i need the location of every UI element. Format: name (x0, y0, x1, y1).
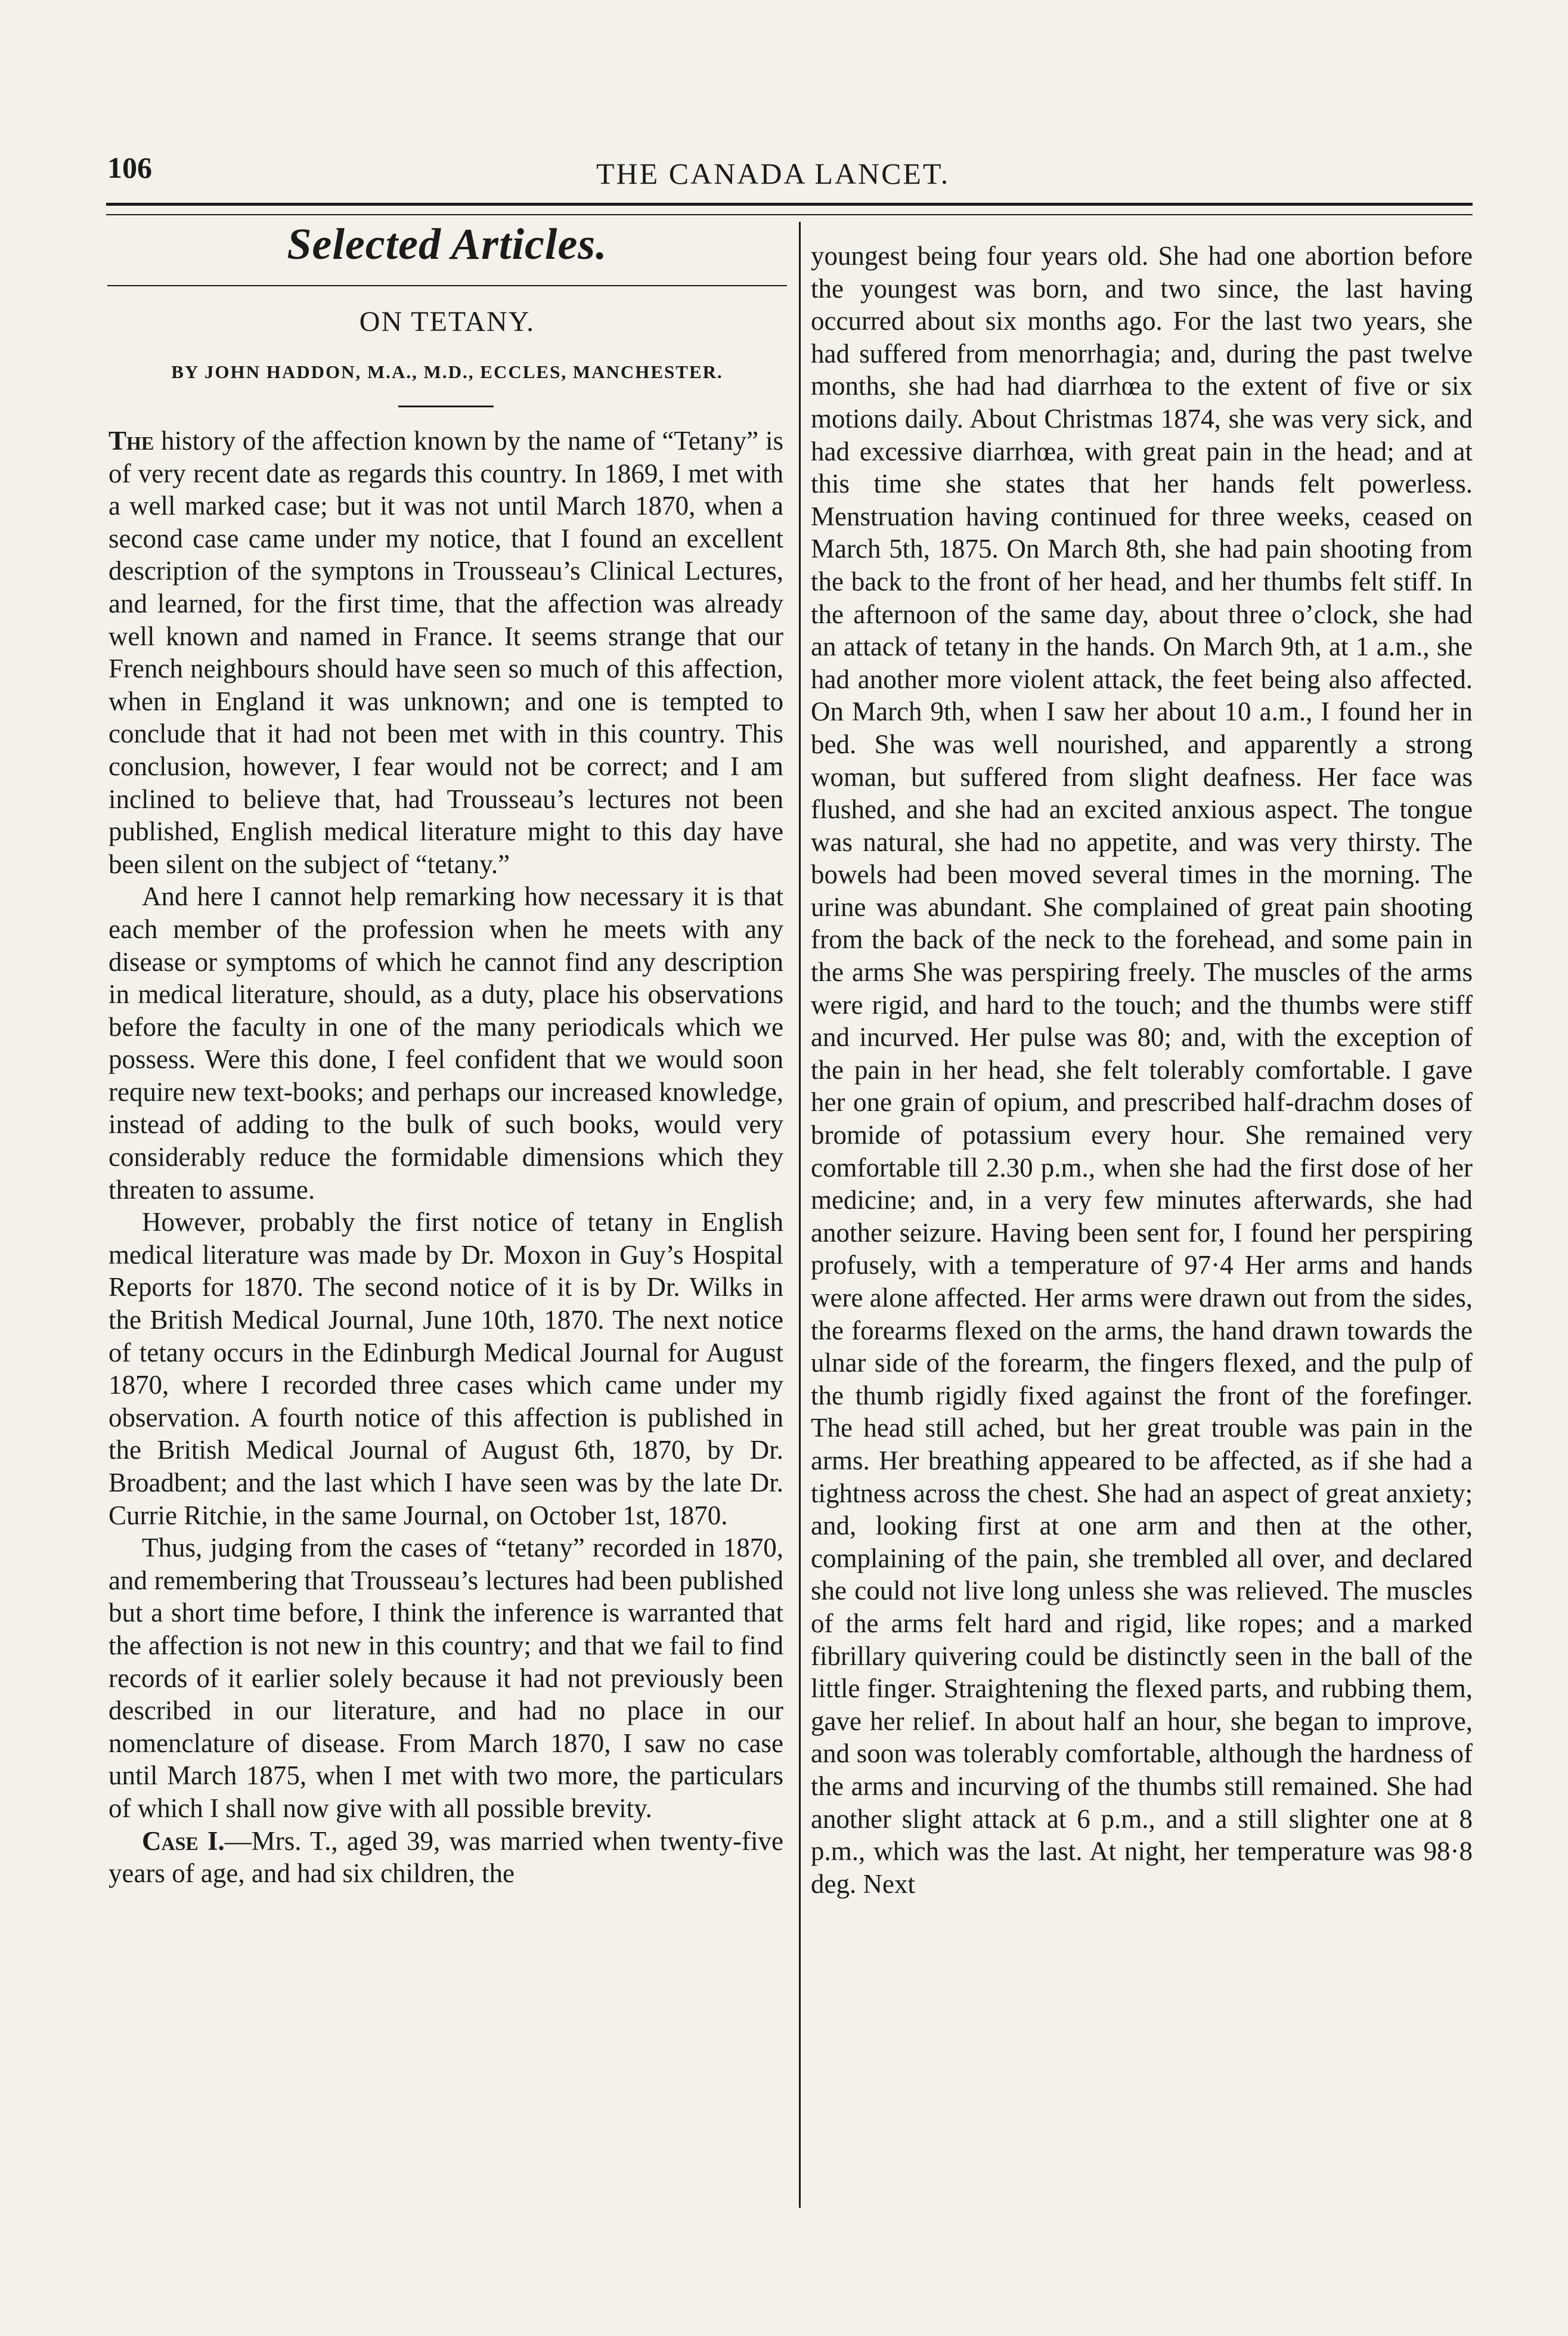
paragraph (109, 1825, 783, 1890)
paragraph: Thus, judging from the cases of “tetany” recorded in 1870, and remembering that Trousseau’s lectures had been published but a short time before, I think the inference is warranted that the affection is not new in this country; and that we fail to find records of it earlier solely because it had not previously been described in our literature, and had no place in our nomenclature of disease. From March 1870, I saw no case until March 1875, when I met with two more, the particulars of which I shall now give with all possible brevity. (109, 1533, 783, 1823)
paragraph-text: —Mrs. T., aged 39, was married when twenty-five years of age, and had six children, the (109, 1826, 783, 1889)
paragraph: However, probably the first notice of tetany in English medical literature was made by Dr. Moxon in Guy’s Hospital Reports for 1870. The second notice of it is by Dr. Wilks in the British Medical Journal, June 10th, 1870. The next notice of tetany occurs in the Edinburgh Medical Journal for August 1870, where I recorded three cases which came under my observation. A fourth notice of this affection is published in the British Medical Journal of August 6th, 1870, by Dr. Broadbent; and the last which I have seen was by the late Dr. Currie Ritchie, in the same Journal, on October 1st, 1870. (109, 1207, 783, 1530)
article-byline: BY JOHN HADDON, M.A., M.D., ECCLES, MANCHESTER. (171, 361, 723, 382)
paragraph-text: history of the affection known by the name of “Tetany” is of very recent date as regards this country. In 1869, I met with a well marked case; but it was not until March 1870, when a second case came under my notice, that I found an excellent description of the symptons in Trousseau’s Clinical Lectures, and learned, for the first time, that the affection was already well known and named in France. It seems strange that our French neighbours should have seen so much of this affection, when in England it was unknown; and one is tempted to conclude that it had not been met with in this country. This conclusion, however, I fear would not be correct; and I am inclined to believe that, had Trousseau’s lectures not been published, English medical literature might to this day have been silent on the subject of “tetany.” (109, 426, 783, 879)
byline-rule (398, 406, 494, 407)
page-number: 106 (107, 151, 152, 184)
paragraph: And here I cannot help remarking how necessary it is that each member of the profession when he meets with any disease or symptoms of which he cannot find any description in medical literature, should, as a duty, place his observations before the faculty in one of the many periodicals which we possess. Were this done, I feel confident that we would soon require new text-books; and perhaps our increased knowledge, instead of adding to the bulk of such books, would very considerably reduce the formidable dimensions which they threaten to assume. (109, 881, 783, 1205)
journal-title: THE CANADA LANCET. (596, 157, 950, 190)
right-column (811, 240, 1473, 1900)
paragraph: youngest being four years old. She had one abortion before the youngest was born, and two since, the last having occurred about six months ago. For the last two years, she had suffered from menorrhagia; and, during the past twelve months, she had had diarrhœa to the extent of five or six motions daily. About Christmas 1874, she was very sick, and had excessive diarrhœa, with great pain in the head; and at this time she states that her hands felt powerless. Menstruation having continued for three weeks, ceased on March 5th, 1875. On March 8th, she had pain shooting from the back to the front of her head, and her thumbs felt stiff. In the afternoon of the same day, about three o’clock, she had an attack of tetany in the hands. On March 9th, at 1 a.m., she had another more violent attack, the feet being also affected. On March 9th, when I saw her about 10 a.m., I found her in bed. She was well nourished, and apparently a strong woman, but suffered from slight deafness. Her face was flushed, and she had an excited anxious aspect. The tongue was natural, she had no appetite, and was very thirsty. The bowels had been moved several times in the morning. The urine was abundant. She complained of great pain shooting from the back of the neck to the forehead, and some pain in the arms She was perspiring freely. The muscles of the arms were rigid, and hard to the touch; and the thumbs were stiff and incurved. Her pulse was 80; and, with the exception of the pain in her head, she felt tolerably comfortable. I gave her one grain of opium, and prescribed half-drachm doses of bromide of potassium every hour. She remained very comfortable till 2.30 p.m., when she had the first dose of her medicine; and, in a very few minutes afterwards, she had another seizure. Having been sent for, I found her perspiring profusely, with a temperature of 97·4 Her arms and hands were alone affected. Her arms were drawn out from the sides, the forearms flexed on the arms, the hand drawn towards the ulnar side of the forearm, the fingers flexed, and the pulp of the thumb rigidly fixed against the front of the forefinger. The head still ached, but her great trouble was pain in the arms. Her breathing appeared to be affected, as if she had a tightness across the chest. She had an aspect of great anxiety; and, looking first at one arm and then at the other, complaining of the pain, she trembled all over, and declared she could not live long unless she was relieved. The muscles of the arms felt hard and rigid, like ropes; and a marked fibrillary quivering could be distinctly seen in the ball of the little finger. Straightening the flexed parts, and rubbing them, gave her relief. In about half an hour, she began to improve, and soon was tolerably comfortable, although the hardness of the arms and incurving of the thumbs still remained. She had another slight attack at 6 p.m., and a still slighter one at 8 p.m., which was the last. At night, her temperature was 98·8 deg. Next (811, 241, 1473, 1899)
paragraph (109, 425, 783, 880)
case-lead: Case I. (142, 1826, 225, 1856)
section-rule (107, 285, 787, 286)
article-title: ON TETANY. (359, 306, 535, 338)
column-divider (799, 222, 801, 2208)
left-column (109, 425, 783, 1890)
drop-lead: The (109, 426, 154, 456)
section-heading: Selected Articles. (287, 220, 608, 269)
header-double-rule (106, 203, 1473, 215)
